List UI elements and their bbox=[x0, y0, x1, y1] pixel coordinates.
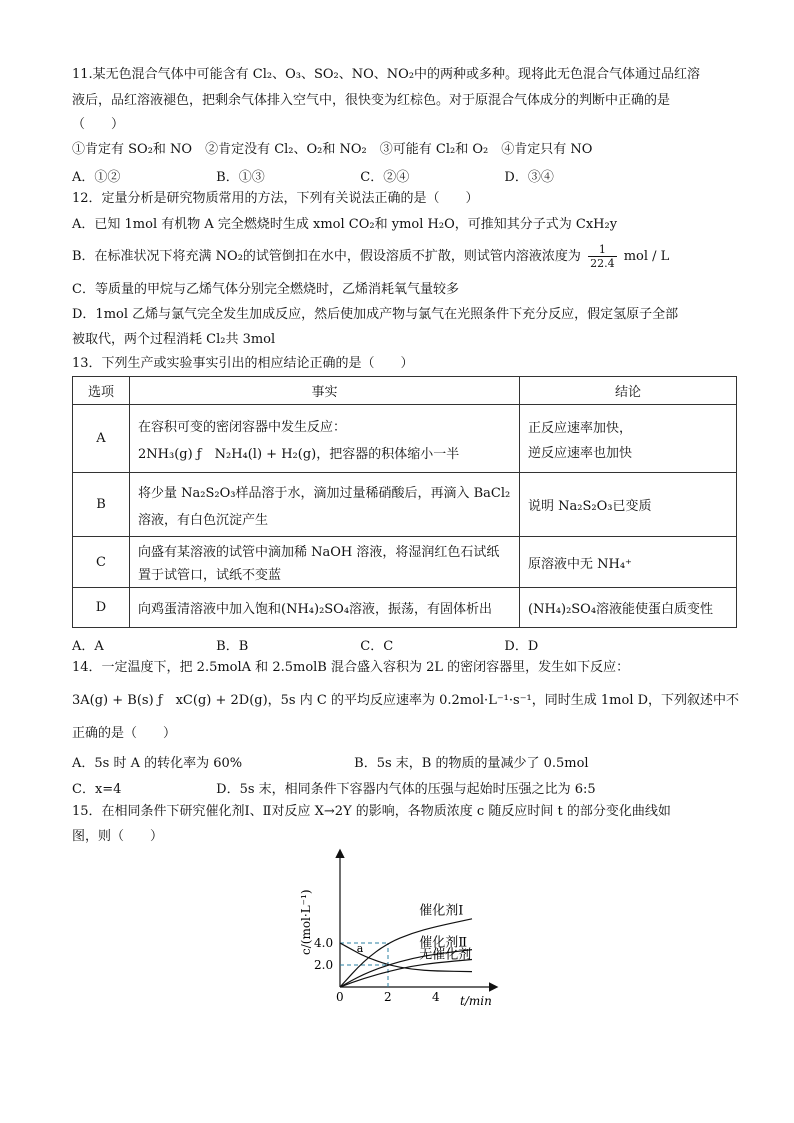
q14-stem-line2: 3A(g) + B(s) ƒ xC(g) + 2D(g)，5s 内 C 的平均反应速率为 0.2mol·L⁻¹·s⁻¹，同时生成 1mol D，下列叙述中不 bbox=[72, 693, 740, 708]
q14-stem-line1: 14．一定温度下，把 2.5molA 和 2.5molB 混合盛入容积为 2L 的密闭容器里，发生如下反应： bbox=[72, 660, 630, 675]
q11-stem-line3: （ ） bbox=[72, 117, 125, 132]
table-row bbox=[73, 588, 737, 628]
y-tick-label-1: 4.0 bbox=[314, 936, 334, 950]
q12-stem: 12．定量分析是研究物质常用的方法，下列有关说法正确的是（ ） bbox=[72, 191, 479, 206]
q13-options bbox=[72, 635, 538, 654]
row-a-conclusion-line1: 正反应速率加快， bbox=[528, 420, 633, 436]
x-axis-label: t/min bbox=[460, 994, 492, 1008]
series-label-2: 无催化剂 bbox=[419, 947, 472, 963]
row-a-fact bbox=[130, 405, 520, 473]
row-a-fact-line1: 在容积可变的密闭容器中发生反应： bbox=[138, 419, 347, 435]
q11-stem-line1: 11.某无色混合气体中可能含有 Cl₂、O₃、SO₂、NO、NO₂中的两种或多种。现将此无色混合气体通过品红溶 bbox=[72, 67, 701, 82]
q12-option-d-line1: D．1mol 乙烯与氯气完全发生加成反应，然后使加成产物与氯气在光照条件下充分反应，假定氢原子全部 bbox=[72, 307, 679, 322]
row-b-conclusion: 说明 Na₂S₂O₃已变质 bbox=[520, 473, 737, 537]
q11-option-b: B．①③ bbox=[216, 170, 265, 185]
q15-stem-line1: 15．在相同条件下研究催化剂Ⅰ、Ⅱ对反应 X→2Y 的影响，各物质浓度 c 随反应时间 t 的部分变化曲线如 bbox=[72, 804, 671, 819]
q11-option-c: C．②④ bbox=[360, 170, 410, 185]
q14-stem-line3: 正确的是（ ） bbox=[72, 726, 177, 741]
q12-option-c: C．等质量的甲烷与乙烯气体分别完全燃烧时，乙烯消耗氧气量较多 bbox=[72, 282, 459, 297]
q12-option-b-text: B．在标准状况下将充满 NO₂的试管倒扣在水中，假设溶质不扩散，则试管内溶液浓度为 bbox=[72, 249, 581, 264]
row-b-fact bbox=[130, 473, 520, 537]
row-a-conclusion bbox=[520, 405, 737, 473]
series-label-0: 催化剂Ⅰ bbox=[419, 903, 464, 919]
q11-options bbox=[72, 166, 554, 185]
row-c-fact-line1: 向盛有某溶液的试管中滴加稀 NaOH 溶液，将湿润红色石试纸 bbox=[138, 545, 500, 560]
series-label-3: a bbox=[356, 941, 364, 955]
table-header-fact: 事实 bbox=[130, 377, 520, 405]
q14-option-c: C．x=4 bbox=[72, 782, 122, 797]
q12-fraction-denominator: 22.4 bbox=[590, 257, 615, 270]
q15-stem-line2: 图，则（ ） bbox=[72, 829, 164, 844]
q14-option-a: A．5s 时 A 的转化率为 60% bbox=[72, 756, 243, 771]
x-tick-label-2: 4 bbox=[432, 990, 440, 1004]
q13-option-d: D．D bbox=[504, 639, 539, 654]
row-c-option: C bbox=[73, 537, 130, 588]
row-d-fact: 向鸡蛋清溶液中加入饱和(NH₄)₂SO₄溶液，振荡，有固体析出 bbox=[130, 588, 520, 628]
row-a-conclusion-line2: 逆反应速率也加快 bbox=[528, 445, 633, 461]
row-b-fact-line2: 溶液，有白色沉淀产生 bbox=[138, 512, 269, 528]
q12-fraction-numerator: 1 bbox=[588, 243, 617, 257]
x-tick-label-0: 0 bbox=[336, 990, 344, 1004]
x-tick-label-1: 2 bbox=[384, 990, 392, 1004]
y-axis-label: c/(mol·L⁻¹) bbox=[299, 889, 313, 955]
q13-table bbox=[72, 376, 737, 628]
q14-option-d: D．5s 末，相同条件下容器内气体的压强与起始时压强之比为 6:5 bbox=[216, 782, 596, 797]
table-header-option: 选项 bbox=[73, 377, 130, 405]
q12-fraction bbox=[588, 243, 617, 270]
y-tick-label-0: 2.0 bbox=[314, 958, 334, 972]
table-row bbox=[73, 473, 737, 537]
row-b-option: B bbox=[73, 473, 130, 537]
q13-option-b: B．B bbox=[216, 639, 249, 654]
row-d-conclusion: (NH₄)₂SO₄溶液能使蛋白质变性 bbox=[520, 588, 737, 628]
row-a-fact-line2: 2NH₃(g) ƒ N₂H₄(l) + H₂(g)，把容器的积体缩小一半 bbox=[138, 446, 460, 462]
table-header-conclusion: 结论 bbox=[520, 377, 737, 405]
q13-option-c: C．C bbox=[360, 639, 394, 654]
row-c-fact bbox=[130, 537, 520, 588]
q11-option-a: A．①② bbox=[72, 170, 121, 185]
q12-option-b bbox=[72, 242, 669, 272]
q11-stem-line2: 液后，品红溶液褪色，把剩余气体排入空气中，很快变为红棕色。对于原混合气体成分的判断中正确的是 bbox=[72, 93, 671, 108]
q11-option-d: D．③④ bbox=[504, 170, 554, 185]
q12-unit: mol / L bbox=[623, 249, 670, 264]
q14-option-b: B．5s 末，B 的物质的量减少了 0.5mol bbox=[354, 756, 589, 771]
q11-statements: ①肯定有 SO₂和 NO ②肯定没有 Cl₂、O₂和 NO₂ ③可能有 Cl₂和 O₂ ④肯定只有 NO bbox=[72, 142, 593, 157]
q12-option-d-line2: 被取代，两个过程消耗 Cl₂共 3mol bbox=[72, 332, 276, 347]
table-row bbox=[73, 405, 737, 473]
row-b-fact-line1: 将少量 Na₂S₂O₃样品溶于水，滴加过量稀硝酸后，再滴入 BaCl₂ bbox=[138, 485, 511, 501]
concentration-time-chart bbox=[292, 845, 512, 1020]
row-a-option: A bbox=[73, 405, 130, 473]
row-c-fact-line2: 置于试管口，试纸不变蓝 bbox=[138, 568, 282, 583]
q13-option-a: A．A bbox=[72, 639, 104, 654]
row-c-conclusion: 原溶液中无 NH₄⁺ bbox=[520, 537, 737, 588]
q12-option-a: A．已知 1mol 有机物 A 完全燃烧时生成 xmol CO₂和 ymol H₂O，可推知其分子式为 CxH₂y bbox=[72, 217, 618, 232]
q14-options-row1 bbox=[72, 752, 589, 771]
q14-options-row2 bbox=[72, 778, 596, 797]
series-label-1: 催化剂Ⅱ bbox=[419, 935, 468, 951]
table-row bbox=[73, 537, 737, 588]
series-line-2 bbox=[340, 960, 472, 988]
q13-stem: 13．下列生产或实验事实引出的相应结论正确的是（ ） bbox=[72, 356, 414, 371]
row-d-option: D bbox=[73, 588, 130, 628]
